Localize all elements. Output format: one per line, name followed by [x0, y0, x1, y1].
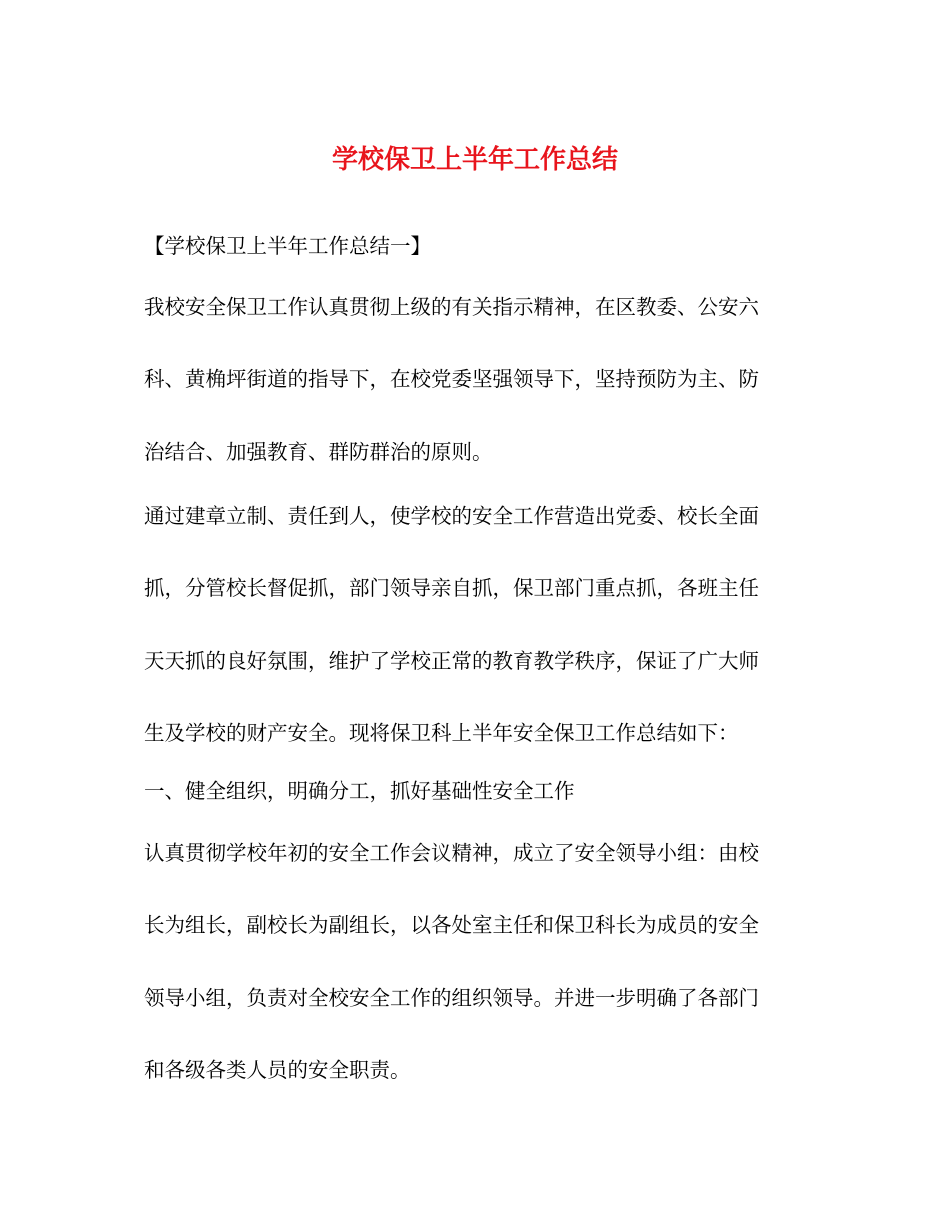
subsection-heading: 一、健全组织，明确分工，抓好基础性安全工作: [144, 779, 575, 803]
paragraph-line: 生及学校的财产安全。现将保卫科上半年安全保卫工作总结如下：: [144, 721, 739, 745]
paragraph-line: 天天抓的良好氛围，维护了学校正常的教育教学秩序，保证了广大师: [144, 649, 759, 673]
document-title: 学校保卫上半年工作总结: [331, 145, 618, 175]
paragraph-line: 领导小组，负责对全校安全工作的组织领导。并进一步明确了各部门: [144, 986, 759, 1010]
paragraph-line: 通过建章立制、责任到人，使学校的安全工作营造出党委、校长全面: [144, 504, 759, 528]
paragraph-line: 和各级各类人员的安全职责。: [144, 1058, 411, 1082]
paragraph-line: 科、黄桷坪街道的指导下，在校党委坚强领导下，坚持预防为主、防: [144, 367, 759, 391]
paragraph-line: 我校安全保卫工作认真贯彻上级的有关指示精神，在区教委、公安六: [144, 295, 759, 319]
paragraph-line: 认真贯彻学校年初的安全工作会议精神，成立了安全领导小组：由校: [144, 841, 759, 865]
paragraph-line: 长为组长，副校长为副组长，以各处室主任和保卫科长为成员的安全: [144, 913, 759, 937]
paragraph-line: 抓，分管校长督促抓，部门领导亲自抓，保卫部门重点抓，各班主任: [144, 576, 759, 600]
paragraph-line: 治结合、加强教育、群防群治的原则。: [144, 440, 493, 464]
section-heading: 【学校保卫上半年工作总结一】: [144, 234, 431, 258]
